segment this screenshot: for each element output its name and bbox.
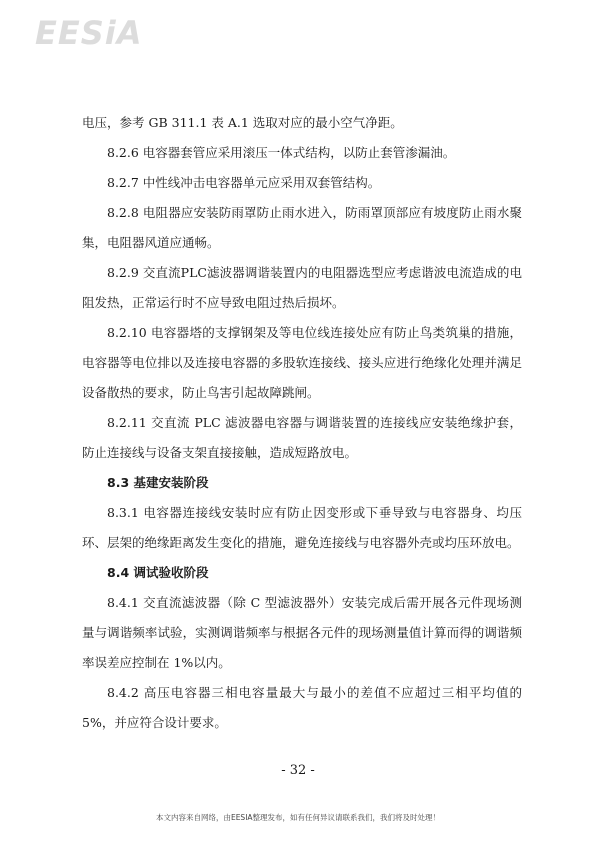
eesia-logo: EESiA [35, 14, 143, 52]
paragraph-continuation: 电压，参考 GB 311.1 表 A.1 选取对应的最小空气净距。 [82, 115, 403, 130]
clause-8-2-11: 8.2.11 交直流 PLC 滤波器电容器与调谐装置的连接线应安装绝缘护套，防止连接线与设备支架直接接触，造成短路放电。 [82, 415, 522, 460]
clause-8-2-8: 8.2.8 电阻器应安装防雨罩防止雨水进入，防雨罩顶部应有坡度防止雨水聚集，电阻器风道应通畅。 [82, 205, 522, 250]
clause-8-4-1: 8.4.1 交直流滤波器（除 C 型滤波器外）安装完成后需开展各元件现场测量与调谐频率试验，实测调谐频率与根据各元件的现场测量值计算而得的调谐频率误差应控制在 1%以内。 [82, 595, 522, 670]
clause-8-2-10: 8.2.10 电容器塔的支撑钢架及等电位线连接处应有防止鸟类筑巢的措施，电容器等电位排以及连接电容器的多股软连接线、接头应进行绝缘化处理并满足设备散热的要求，防止鸟害引起故障跳闸。 [82, 325, 522, 400]
clause-8-2-6: 8.2.6 电容器套管应采用滚压一体式结构，以防止套管渗漏油。 [107, 145, 456, 160]
section-heading-8-4: 8.4 调试验收阶段 [107, 565, 209, 580]
clause-8-2-9: 8.2.9 交直流PLC滤波器调谐装置内的电阻器选型应考虑谐波电流造成的电阻发热，正常运行时不应导致电阻过热后损坏。 [82, 265, 522, 310]
clause-8-2-7: 8.2.7 中性线冲击电容器单元应采用双套管结构。 [107, 175, 381, 190]
page-number: - 32 - [281, 763, 315, 778]
clause-8-3-1: 8.3.1 电容器连接线安装时应有防止因变形或下垂导致与电容器身、均压环、层架的绝缘距离发生变化的措施，避免连接线与电容器外壳或均压环放电。 [82, 505, 522, 550]
document-body [82, 108, 522, 738]
footer-disclaimer: 本文内容来自网络，由EESIA整理发布，如有任何异议请联系我们，我们将及时处理！ [155, 813, 441, 822]
section-heading-8-3: 8.3 基建安装阶段 [107, 475, 209, 490]
clause-8-4-2: 8.4.2 高压电容器三相电容量最大与最小的差值不应超过三相平均值的 5%，并应符合设计要求。 [82, 685, 522, 730]
